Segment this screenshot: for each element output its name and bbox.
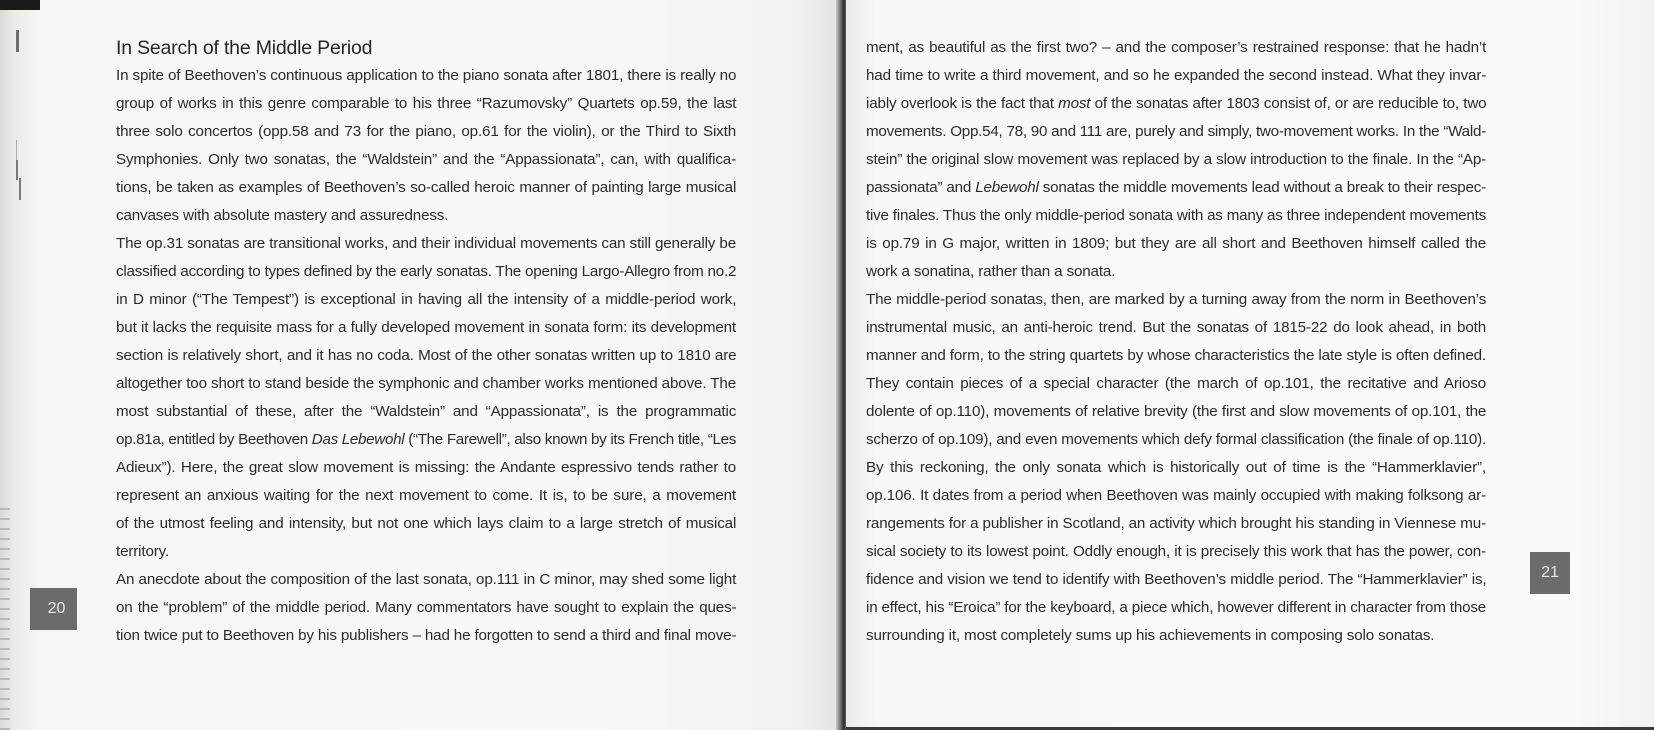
left-page-lines bbox=[116, 62, 736, 650]
italic-title: Lebewohl bbox=[975, 179, 1039, 196]
text-line: op.106. It dates from a period when Beethoven was mainly occupied with making folksong ar- bbox=[866, 487, 1486, 504]
spine-edge bbox=[12, 0, 22, 730]
text-line: group of works in this genre comparable to his three “Razumovsky” Quartets op.59, the last bbox=[116, 95, 737, 112]
text-line: tions, be taken as examples of Beethoven’s so-called heroic manner of painting large musical bbox=[116, 179, 737, 196]
text-line: classified according to types defined by the early sonatas. The opening Largo-Allegro from no.2 bbox=[116, 263, 737, 280]
text-line: is op.79 in G major, written in 1809; but they are all short and Beethoven himself called the bbox=[866, 235, 1486, 252]
text-line: work a sonatina, rather than a sonata. bbox=[866, 263, 1116, 280]
text-line: In spite of Beethoven’s continuous application to the piano sonata after 1801, there is really no bbox=[116, 67, 737, 84]
spine-mark bbox=[16, 160, 18, 180]
text-line: represent an anxious waiting for the next movement to come. It is, to be sure, a movement bbox=[116, 487, 736, 504]
text-line: canvases with absolute mastery and assuredness. bbox=[116, 207, 449, 224]
text-run: op.81a, entitled by Beethoven bbox=[116, 431, 312, 448]
text-run: of the sonatas after 1803 consist of, or are reducible to, two bbox=[1090, 95, 1487, 112]
text-line bbox=[866, 90, 1486, 118]
text-line: altogether too short to stand beside the symphonic and chamber works mentioned above. The bbox=[116, 375, 736, 392]
italic-title: Das Lebewohl bbox=[311, 431, 405, 448]
text-line: instrumental music, an anti-heroic trend. But the sonatas of 1815-22 do look ahead, in both bbox=[866, 319, 1486, 336]
text-run: iably overlook is the fact that bbox=[866, 95, 1059, 112]
text-line: tion twice put to Beethoven by his publishers – had he forgotten to send a third and final move- bbox=[116, 627, 737, 644]
text-line bbox=[116, 426, 736, 454]
text-line: most substantial of these, after the “Waldstein” and “Appassionata”, is the programmatic bbox=[116, 403, 737, 420]
text-line: They contain pieces of a special character (the march of op.101, the recitative and Arioso bbox=[866, 375, 1487, 392]
text-line: on the “problem” of the middle period. Many commentators have sought to explain the ques- bbox=[116, 599, 737, 616]
text-line: three solo concertos (opp.58 and 73 for the piano, op.61 for the violin), or the Third to Sixth bbox=[116, 123, 736, 140]
text-line: in effect, his “Eroica” for the keyboard, a piece which, however different in character from those bbox=[866, 599, 1487, 616]
text-line: By this reckoning, the only sonata which is historically out of time is the “Hammerklavier”, bbox=[866, 459, 1486, 476]
text-run: sonatas the middle movements lead without a break to their respec- bbox=[1038, 179, 1486, 196]
text-line: scherzo of op.109), and even movements which defy formal classification (the finale of op.110). bbox=[866, 431, 1486, 448]
text-line: territory. bbox=[116, 543, 170, 560]
text-line: fidence and vision we tend to identify with Beethoven’s middle period. The “Hammerklavier” is, bbox=[866, 571, 1487, 588]
text-line: Adieux”). Here, the great slow movement is missing: the Andante espressivo tends rather to bbox=[116, 459, 736, 476]
text-line: surrounding it, most completely sums up his achievements in composing solo sonatas. bbox=[866, 627, 1435, 644]
page-number-right: 21 bbox=[1530, 552, 1570, 594]
text-line bbox=[866, 174, 1486, 202]
text-line: ment, as beautiful as the first two? – and the composer’s restrained response: that he hadn’t bbox=[866, 39, 1487, 56]
text-run: passionata” and bbox=[866, 179, 976, 196]
text-line: The op.31 sonatas are transitional works, and their individual movements can still generally be bbox=[116, 235, 736, 252]
section-heading: In Search of the Middle Period bbox=[116, 37, 373, 59]
left-page-body bbox=[116, 34, 736, 650]
text-line: tive finales. Thus the only middle-period sonata with as many as three independent movements bbox=[866, 207, 1486, 224]
right-page-lines bbox=[866, 34, 1486, 650]
text-line: section is relatively short, and it has no coda. Most of the other sonatas written up to 1810 are bbox=[116, 347, 737, 364]
spine-edge-text bbox=[0, 500, 10, 730]
text-line: in D minor (“The Tempest”) is exceptional in having all the intensity of a middle-period work, bbox=[116, 291, 737, 308]
text-line: manner and form, to the string quartets by whose characteristics the late style is often defined. bbox=[866, 347, 1486, 364]
spine-mark bbox=[16, 30, 19, 52]
text-line: of the utmost feeling and intensity, but not one which lays claim to a large stretch of musical bbox=[116, 515, 737, 532]
text-line: dolente of op.110), movements of relative brevity (the first and slow movements of op.101, the bbox=[866, 403, 1487, 420]
spine-mark bbox=[19, 178, 21, 200]
text-line: sical society to its lowest point. Oddly enough, it is precisely this work that has the power, con- bbox=[866, 543, 1486, 560]
text-line: An anecdote about the composition of the last sonata, op.111 in C minor, may shed some light bbox=[116, 571, 737, 588]
right-page-body bbox=[866, 34, 1486, 650]
right-page bbox=[846, 0, 1654, 730]
text-line: rangements for a publisher in Scotland, an activity which brought his standing in Viennese mu- bbox=[866, 515, 1486, 532]
text-line: stein” the original slow movement was replaced by a slow introduction to the finale. In the “Ap- bbox=[866, 151, 1487, 168]
text-line: but it lacks the requisite mass for a fully developed movement in sonata form: its development bbox=[116, 319, 736, 336]
text-line: Symphonies. Only two sonatas, the “Waldstein” and the “Appassionata”, can, with qualifica- bbox=[116, 151, 736, 168]
text-line: movements. Opp.54, 78, 90 and 111 are, purely and simply, two-movement works. In the “Wald- bbox=[866, 123, 1487, 140]
text-run: (“The Farewell”, also known by its French title, “Les bbox=[404, 431, 736, 448]
page-number-left: 20 bbox=[30, 588, 77, 630]
text-line: The middle-period sonatas, then, are marked by a turning away from the norm in Beethoven’s bbox=[866, 291, 1487, 308]
italic-title: most bbox=[1058, 95, 1091, 112]
text-line: had time to write a third movement, and so he expanded the second instead. What they invar- bbox=[866, 67, 1487, 84]
